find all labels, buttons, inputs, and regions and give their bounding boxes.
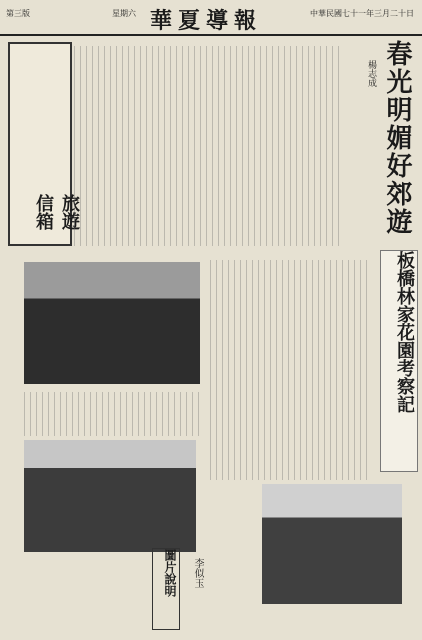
article-author: 楊志成 — [366, 60, 376, 87]
sidebar-title: 旅遊信箱 — [33, 194, 80, 230]
garden-photo-1 — [24, 262, 200, 384]
caption-author: 李似玉 — [192, 558, 203, 588]
travel-sidebar-box — [8, 42, 80, 246]
article-headline: 春光明媚好郊遊 — [382, 40, 412, 236]
weekday-label: 星期六 — [112, 9, 136, 18]
caption-title: 圖片說明 — [152, 548, 180, 630]
article-body-text — [24, 392, 200, 436]
article-body-text — [210, 260, 370, 480]
date-label: 中華民國七十一年三月二十日 — [310, 9, 414, 18]
edition-label: 第三版 — [6, 9, 30, 18]
article-body-text — [74, 46, 344, 246]
garden-photo-3 — [262, 484, 402, 604]
feature-headline: 板橋林家花園考察記 — [380, 250, 418, 472]
masthead — [0, 0, 422, 36]
masthead-title: 華夏導報 — [150, 8, 263, 34]
garden-photo-2 — [24, 440, 196, 552]
